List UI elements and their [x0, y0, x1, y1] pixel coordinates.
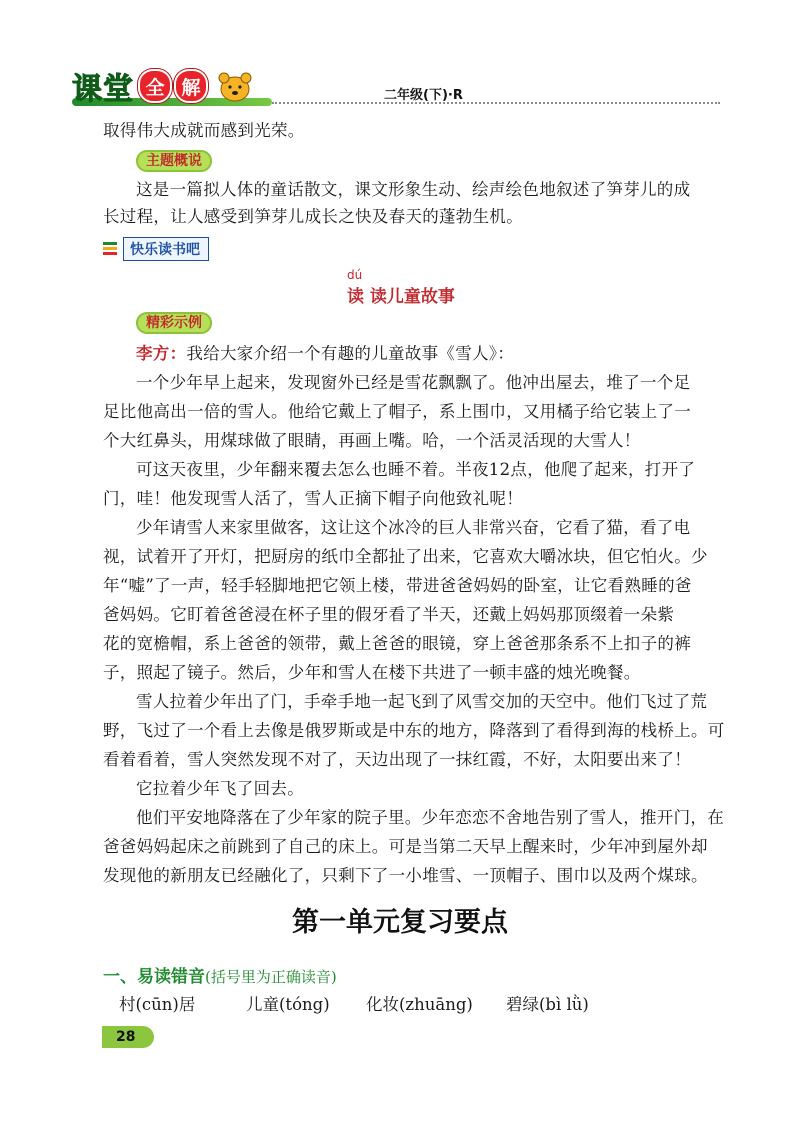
- story-line: 足比他高出一倍的雪人。他给它戴上了帽子，系上围巾，又用橘子给它装上了一: [103, 402, 691, 421]
- intro-line: 取得伟大成就而感到光荣。: [103, 121, 305, 140]
- speaker-text: 我给大家介绍一个有趣的儿童故事《雪人》：: [186, 344, 515, 363]
- story-line: 爸妈妈。它盯着爸爸浸在杯子里的假牙看了半天，还戴上妈妈那顶缀着一朵紫: [103, 605, 675, 624]
- story-line: 野，飞过了一个看上去像是俄罗斯或是中东的地方，降落到了看得到海的栈桥上。可: [103, 721, 725, 740]
- story-line: 花的宽檐帽，系上爸爸的领带，戴上爸爸的眼镜，穿上爸爸那条系不上扣子的裤: [103, 634, 691, 653]
- reading-section-label: 快乐读书吧: [123, 237, 209, 261]
- reading-section-head: [103, 238, 209, 260]
- theme-tag: 主题概说: [136, 150, 212, 172]
- story-line: 爸爸妈妈起床之前跳到了自己的床上。可是当第二天早上醒来时，少年冲到屋外却: [103, 837, 708, 856]
- review-heading-label: 一、易读错音: [103, 967, 205, 987]
- story-line: 子，照起了镜子。然后，少年和雪人在楼下共进了一顿丰盛的烛光晚餐。: [103, 663, 641, 682]
- story-line: 一个少年早上起来，发现窗外已经是雪花飘飘了。他冲出屋去，堆了一个足: [136, 373, 691, 392]
- word-item: 儿童(tóng): [246, 995, 330, 1014]
- theme-line-2: 长过程，让人感受到笋芽儿成长之快及春天的蓬勃生机。: [103, 207, 523, 226]
- word-item: 村(cūn)居: [119, 995, 196, 1014]
- word-item: 碧绿(bì lǜ): [506, 995, 589, 1014]
- story-title-pinyin: dú: [347, 268, 363, 282]
- logo-badge: 全: [138, 69, 172, 103]
- logo-badge: 解: [174, 69, 208, 103]
- unit-review-title: 第一单元复习要点: [292, 907, 508, 938]
- story-line: 发现他的新朋友已经融化了，只剩下了一小堆雪、一顶帽子、围巾以及两个煤球。: [103, 866, 708, 885]
- review-heading: [103, 962, 337, 987]
- story-line: 它拉着少年飞了回去。: [136, 779, 304, 798]
- speaker-line: [136, 344, 514, 364]
- story-line: 可这天夜里，少年翻来覆去怎么也睡不着。半夜12点，他爬了起来，打开了: [136, 460, 696, 479]
- grade-label: 二年级(下)·R: [384, 88, 463, 103]
- page-header: [72, 66, 720, 106]
- stripes-icon: [103, 242, 117, 256]
- book-logo: [72, 66, 256, 106]
- logo-char: 课: [72, 72, 103, 107]
- word-item: 化妆(zhuāng): [366, 995, 473, 1014]
- page-number: 28: [102, 1026, 154, 1048]
- speaker-name: 李方：: [136, 344, 187, 363]
- story-line: 门，哇！他发现雪人活了，雪人正摘下帽子向他致礼呢！: [103, 489, 523, 508]
- word-list: [119, 991, 719, 1015]
- story-line: 年“嘘”了一声，轻手轻脚地把它领上楼，带进爸爸妈妈的卧室，让它看熟睡的爸: [103, 576, 692, 595]
- theme-line-1: 这是一篇拟人体的童话散文，课文形象生动、绘声绘色地叙述了笋芽儿的成: [136, 180, 691, 199]
- story-title: 读 读儿童故事: [347, 287, 455, 307]
- story-line: 看着看着，雪人突然发现不对了，天边出现了一抹红霞，不好，太阳要出来了！: [103, 750, 691, 769]
- story-line: 他们平安地降落在了少年家的院子里。少年恋恋不舍地告别了雪人，推开门，在: [136, 808, 724, 827]
- example-tag: 精彩示例: [136, 312, 212, 334]
- story-line: 个大红鼻头，用煤球做了眼睛，再画上嘴。哈，一个活灵活现的大雪人！: [103, 431, 641, 450]
- story-line: 视，试着开了开灯，把厨房的纸巾全都扯了出来，它喜欢大嚼冰块，但它怕火。少: [103, 547, 708, 566]
- bear-mascot-icon: [214, 69, 256, 103]
- logo-char: 堂: [103, 72, 134, 107]
- logo-badges: [138, 69, 208, 103]
- story-line: 少年请雪人来家里做客，这让这个冰冷的巨人非常兴奋，它看了猫，看了电: [136, 518, 691, 537]
- story-line: 雪人拉着少年出了门，手牵手地一起飞到了风雪交加的天空中。他们飞过了荒: [136, 692, 708, 711]
- review-heading-note: (括号里为正确读音): [205, 968, 337, 986]
- header-dotted-rule: [272, 102, 720, 104]
